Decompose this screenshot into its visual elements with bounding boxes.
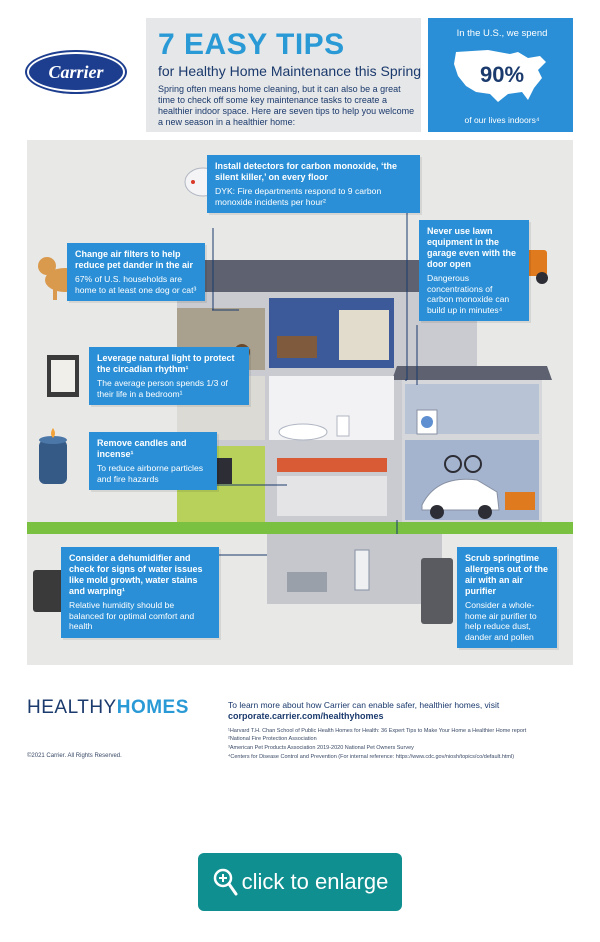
tip-body: Consider a whole-home air purifier to help reduce dust, dander and pollen bbox=[465, 600, 537, 642]
tip-dehumidifier bbox=[61, 547, 219, 638]
house-illustration bbox=[27, 140, 573, 665]
tip-air-purifier bbox=[457, 547, 557, 648]
footnote-2: ²National Fire Protection Association bbox=[228, 736, 317, 742]
footnote-4: ⁴Centers for Disease Control and Prevention (For internal reference: https://www.cdc.gov/niosh/topics/co/default.html) bbox=[228, 754, 515, 760]
stat-caption: of our lives indoors⁴ bbox=[464, 115, 540, 125]
healthy-homes-wordmark bbox=[27, 697, 189, 719]
tip-lawn-equipment bbox=[419, 220, 529, 321]
click-to-enlarge-button[interactable] bbox=[198, 853, 402, 911]
learn-more-link[interactable]: corporate.carrier.com/healthyhomes bbox=[228, 711, 384, 721]
tip-natural-light bbox=[89, 347, 249, 405]
tip-heading: Scrub springtime allergens out of the air with an air purifier bbox=[465, 553, 549, 596]
tip-body: To reduce airborne particles and fire hazards bbox=[97, 463, 204, 484]
magnifier-plus-icon bbox=[212, 867, 238, 897]
page-subtitle: for Healthy Home Maintenance this Spring bbox=[158, 63, 422, 79]
enlarge-label: click to enlarge bbox=[241, 869, 389, 894]
tip-heading: Consider a dehumidifier and check for signs of water issues like mold growth, water stains and warping¹ bbox=[69, 553, 203, 596]
intro-text: Spring often means home cleaning, but it can also be a great time to check off some key maintenance tasks to create a healthier indoor space. Here are seven tips to help you welcome a new season in a healthier home: bbox=[158, 84, 415, 127]
stat-value: 90% bbox=[479, 62, 525, 87]
tip-heading: Remove candles and incense¹ bbox=[97, 438, 187, 459]
tip-co-detectors bbox=[207, 155, 420, 213]
footnote-1: ¹Harvard T.H. Chan School of Public Health Homes for Health: 36 Expert Tips to Make Your Home a Healthier Home report bbox=[228, 728, 527, 734]
tip-body: The average person spends 1/3 of their life in a bedroom¹ bbox=[97, 378, 228, 399]
stat-lead: In the U.S., we spend bbox=[456, 28, 548, 39]
tip-body: Relative humidity should be balanced for optimal comfort and health bbox=[69, 600, 195, 631]
tip-air-filters bbox=[67, 243, 205, 301]
footnote-3: ³American Pet Products Association 2019-2020 National Pet Owners Survey bbox=[228, 745, 414, 751]
carrier-logo: Carrier bbox=[27, 52, 125, 92]
tip-body: Dangerous concentrations of carbon monoxide can build up in minutes⁴ bbox=[427, 273, 510, 315]
tip-candles bbox=[89, 432, 217, 490]
tip-heading: Install detectors for carbon monoxide, ‘the silent killer,’ on every floor bbox=[215, 161, 398, 182]
page-title: 7 EASY TIPS bbox=[158, 28, 345, 61]
tip-heading: Leverage natural light to protect the circadian rhythm¹ bbox=[97, 353, 235, 374]
tip-body: DYK: Fire departments respond to 9 carbon monoxide incidents per hour² bbox=[215, 186, 382, 207]
copyright: ©2021 Carrier. All Rights Reserved. bbox=[27, 753, 122, 759]
tip-body: 67% of U.S. households are home to at least one dog or cat³ bbox=[75, 274, 197, 295]
learn-more-text: To learn more about how Carrier can enable safer, healthier homes, visit bbox=[228, 700, 500, 710]
healthy-word: HEALTHY bbox=[27, 697, 117, 718]
tip-heading: Never use lawn equipment in the garage even with the door open bbox=[427, 226, 517, 269]
grass-strip bbox=[27, 522, 573, 534]
tip-heading: Change air filters to help reduce pet dander in the air bbox=[75, 249, 194, 270]
homes-word: HOMES bbox=[116, 697, 189, 718]
